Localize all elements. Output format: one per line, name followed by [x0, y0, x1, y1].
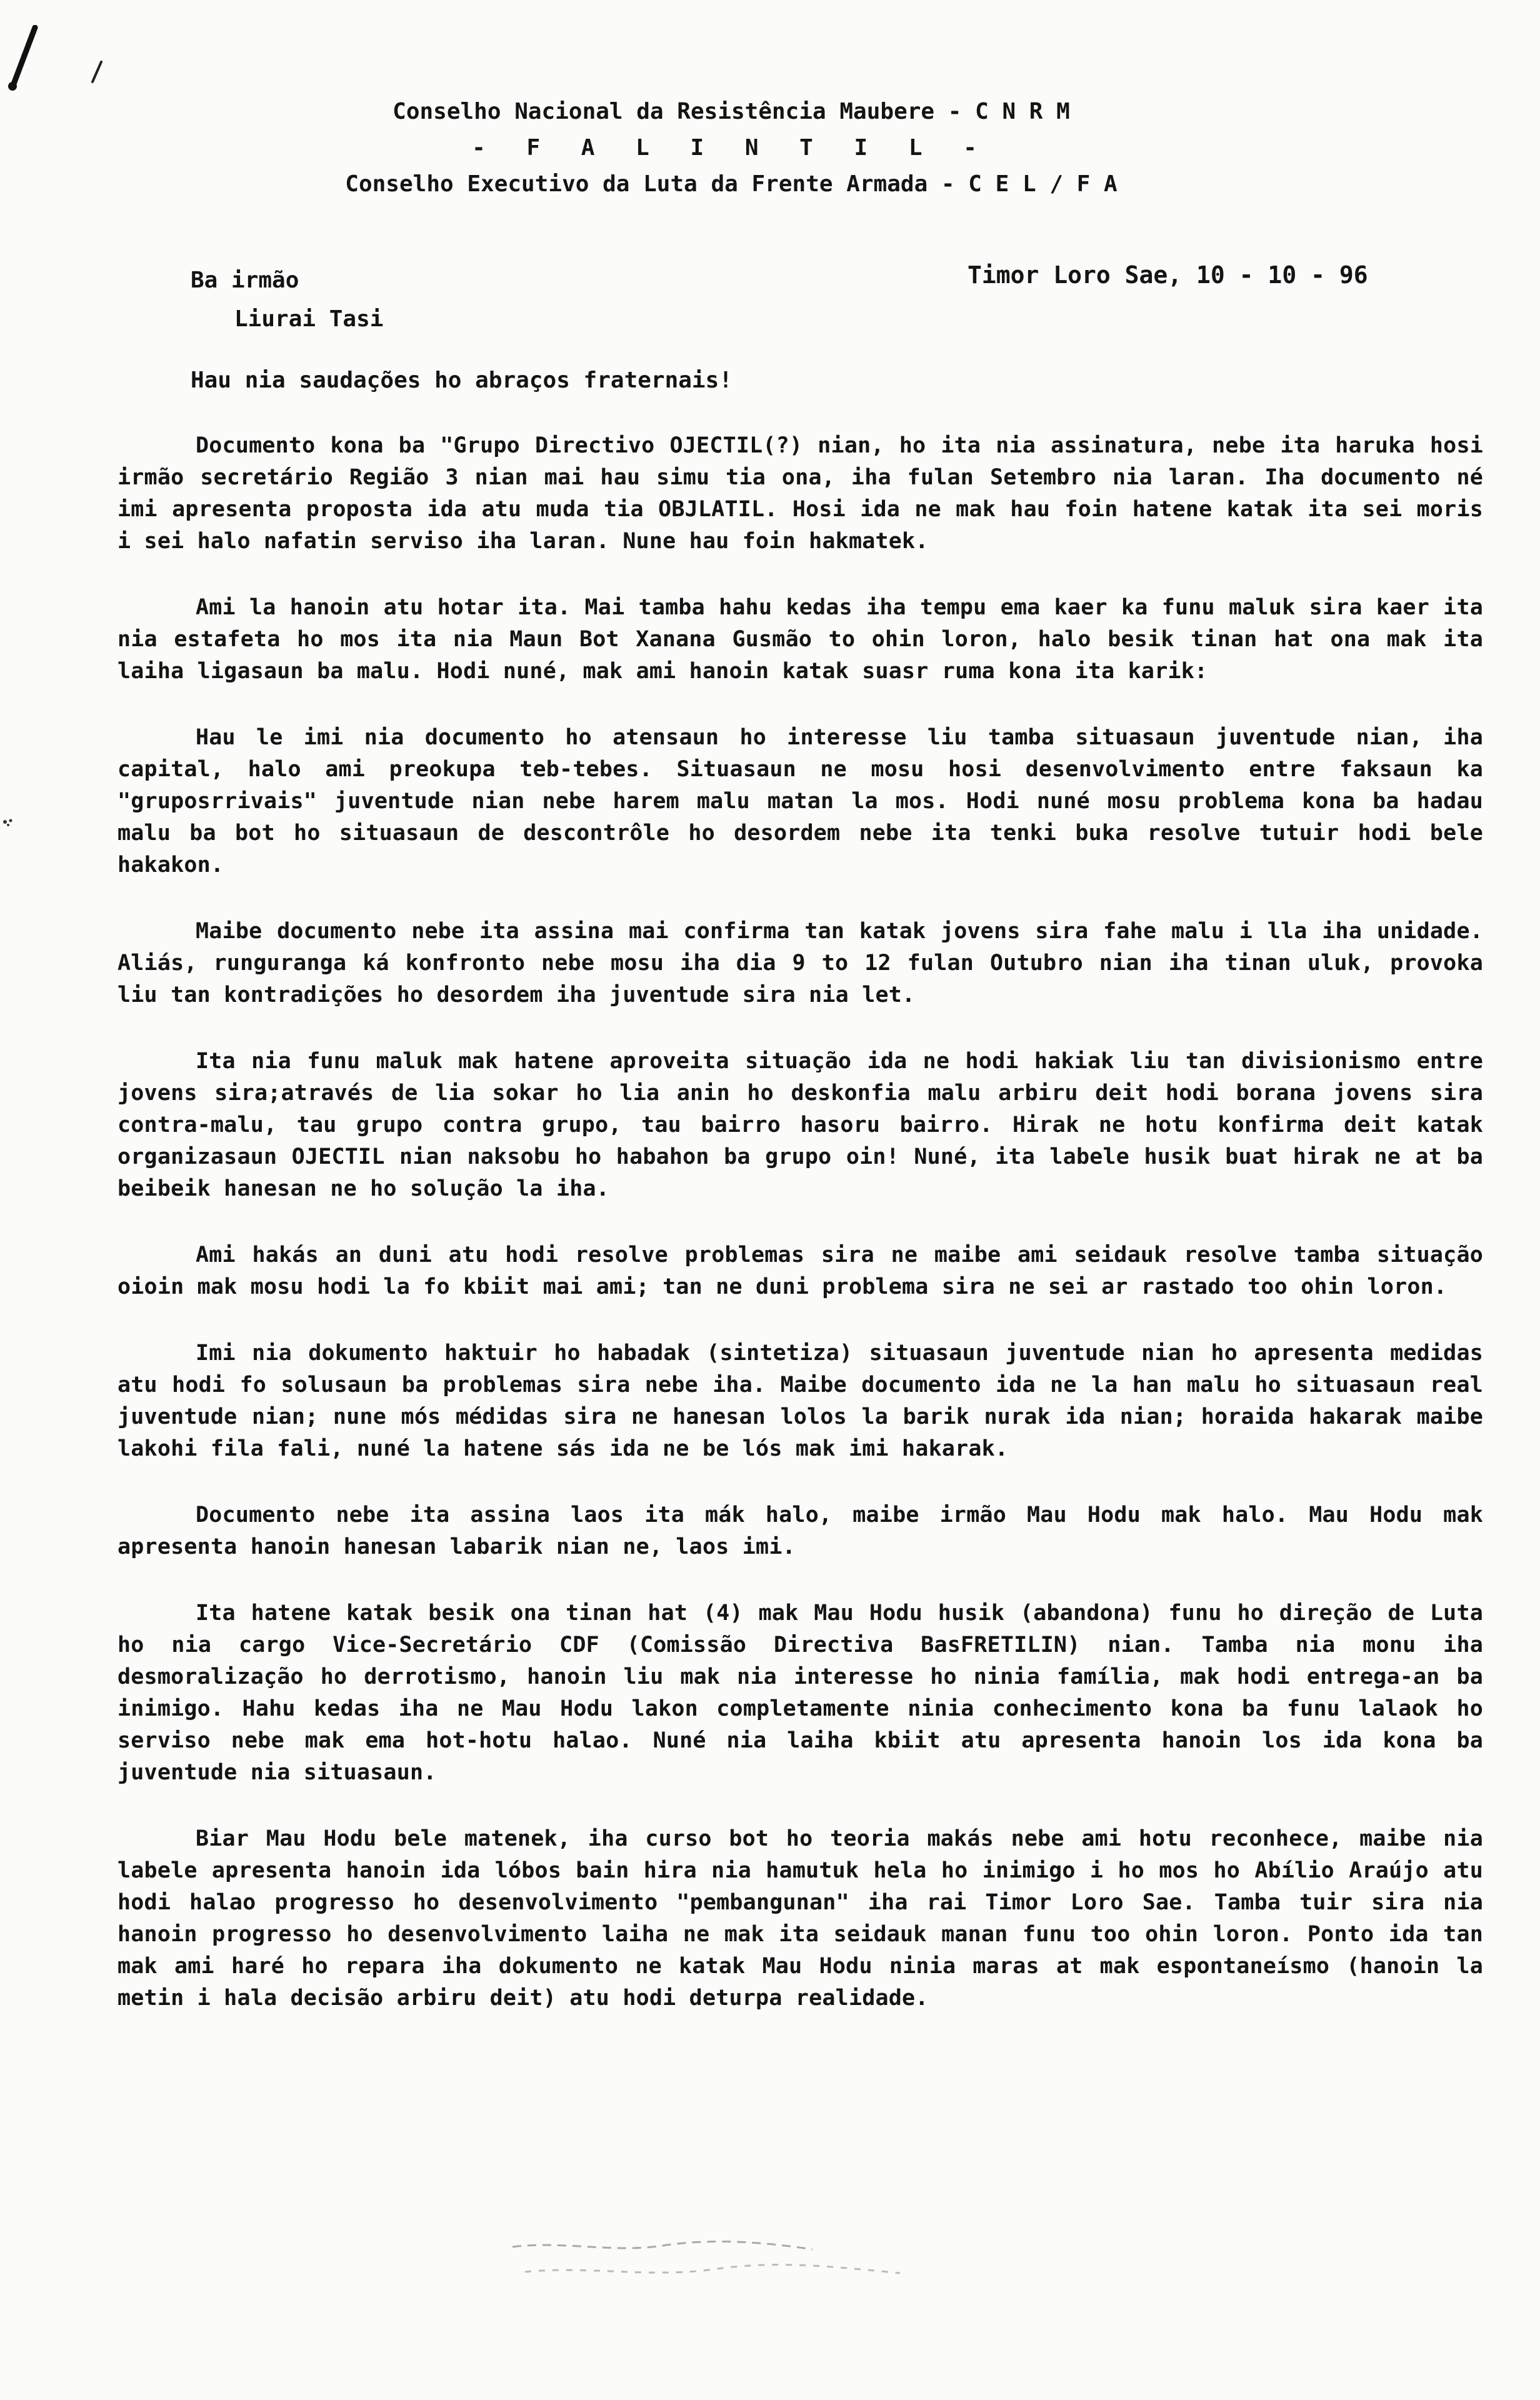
letterhead [200, 94, 1262, 202]
addressee-line-1: Ba irmão [191, 268, 299, 293]
addressee-line-2: Liurai Tasi [234, 306, 384, 332]
paragraph: Maibe documento nebe ita assina mai confirma tan katak jovens sira fahe malu i lla iha unidade. Aliás, runguranga ká konfronto nebe mosu iha dia 9 to 12 fulan Outubro nian iha tinan uluk, provoka liu tan kontradições ho desordem iha juventude sira nia let. [118, 919, 1483, 1008]
paragraph: Imi nia dokumento haktuir ho habadak (sintetiza) situasaun juventude nian ho apresenta medidas atu hodi fo solusaun ba problemas sira nebe iha. Maibe documento ida ne la han malu ho situasaun real juventude nian; nune mós médidas sira ne hanesan lolos la barik nurak ida nian; horaida hakarak maibe lakohi fila fali, nuné la hatene sás ida ne be lós mak imi hakarak. [118, 1341, 1483, 1461]
paragraph: Documento kona ba "Grupo Directivo OJECTIL(?) nian, ho ita nia assinatura, nebe ita haruka hosi irmão secretário Região 3 nian mai hau simu tia ona, iha fulan Setembro nia laran. Iha documento né imi apresenta proposta ida atu muda tia OBJLATIL. Hosi ida ne mak hau foin hatene katak ita sei moris i sei halo nafatin serviso iha laran. Nune hau foin hakmatek. [118, 433, 1483, 554]
paragraph: Ita hatene katak besik ona tinan hat (4) mak Mau Hodu husik (abandona) funu ho direção de Luta ho nia cargo Vice-Secretário CDF (Comissão Directiva BasFRETILIN) nian. Tamba nia monu iha desmoralização ho derrotismo, hanoin liu mak nia interesse ho ninia família, mak hodi entrega-an ba inimigo. Hahu kedas iha ne Mau Hodu lakon completamente ninia conhecimento kona ba funu lalaok ho serviso nebe mak ema hot-hotu halao. Nuné nia laiha kbiit atu apresenta hanoin los ida kona ba juventude nia situasaun. [118, 1601, 1483, 1785]
letterhead-line-3: Conselho Executivo da Luta da Frente Armada - C E L / F A [345, 171, 1118, 197]
paragraph: Documento nebe ita assina laos ita mák halo, maibe irmão Mau Hodu mak halo. Mau Hodu mak apresenta hanoin hanesan labarik nian ne, laos imi. [118, 1502, 1483, 1559]
salutation: Hau nia saudações ho abraços fraternais! [191, 368, 732, 393]
paragraph: Ita nia funu maluk mak hatene aproveita situação ida ne hodi hakiak liu tan divisionismo entre jovens sira;através de lia sokar ho lia anin ho deskonfia malu arbiru deit hodi borana jovens sira contra-malu, tau grupo contra grupo, tau bairro hasoru bairro. Hirak ne hotu konfirma deit katak organizasaun OJECTIL nian naksobu ho habahon ba grupo oin! Nuné, ita labele husik buat hirak ne at ba beibeik hanesan ne ho solução la iha. [118, 1049, 1483, 1201]
addressee [191, 261, 383, 339]
letterhead-line-1: Conselho Nacional da Resistência Maubere - C N R M [392, 99, 1070, 124]
handwritten-tick-mark [88, 59, 106, 84]
handwritten-slash-mark [5, 25, 42, 94]
paragraph: Ami la hanoin atu hotar ita. Mai tamba hahu kedas iha tempu ema kaer ka funu maluk sira kaer ita nia estafeta ho mos ita nia Maun Bot Xanana Gusmão to ohin loron, halo besik tinan hat ona mak ita laiha ligasaun ba malu. Hodi nuné, mak ami hanoin katak suasr ruma kona ita karik: [118, 595, 1483, 684]
letter-body [118, 430, 1483, 2049]
paragraph: Biar Mau Hodu bele matenek, iha curso bot ho teoria makás nebe ami hotu reconhece, maibe nia labele apresenta hanoin ida lóbos bain hira nia hamutuk hela ho inimigo i ho mos ho Abílio Araújo atu hodi halao progresso ho desenvolvimento "pembangunan" iha rai Timor Loro Sae. Tamba tuir sira nia hanoin progresso ho desenvolvimento laiha ne mak ita seidauk manan funu too ohin loron. Ponto ida tan mak ami haré ho repara iha dokumento ne katak Mau Hodu ninia maras at mak espontaneísmo (hanoin la metin i hala decisão arbiru deit) atu hodi deturpa realidade. [118, 1826, 1483, 2011]
paragraph: Hau le imi nia documento ho atensaun ho interesse liu tamba situasaun juventude nian, iha capital, halo ami preokupa teb-tebes. Situasaun ne mosu hosi desenvolvimento entre faksaun ka "gruposrrivais" juventude nian nebe harem malu matan la mos. Hodi nuné mosu problema kona ba hadau malu ba bot ho situasaun de descontrôle ho desordem nebe ita tenki buka resolve tutuir hodi bele hakakon. [118, 725, 1483, 878]
place-date: Timor Loro Sae, 10 - 10 - 96 [968, 261, 1368, 289]
paragraph: Ami hakás an duni atu hodi resolve problemas sira ne maibe ami seidauk resolve tamba situação oioin mak mosu hodi la fo kbiit mai ami; tan ne duni problema sira ne sei ar rastado too ohin loron. [118, 1242, 1483, 1299]
faded-scribble [488, 2228, 925, 2291]
ink-smudge [0, 816, 19, 829]
letterhead-line-2: - F A L I N T I L - [472, 135, 991, 161]
